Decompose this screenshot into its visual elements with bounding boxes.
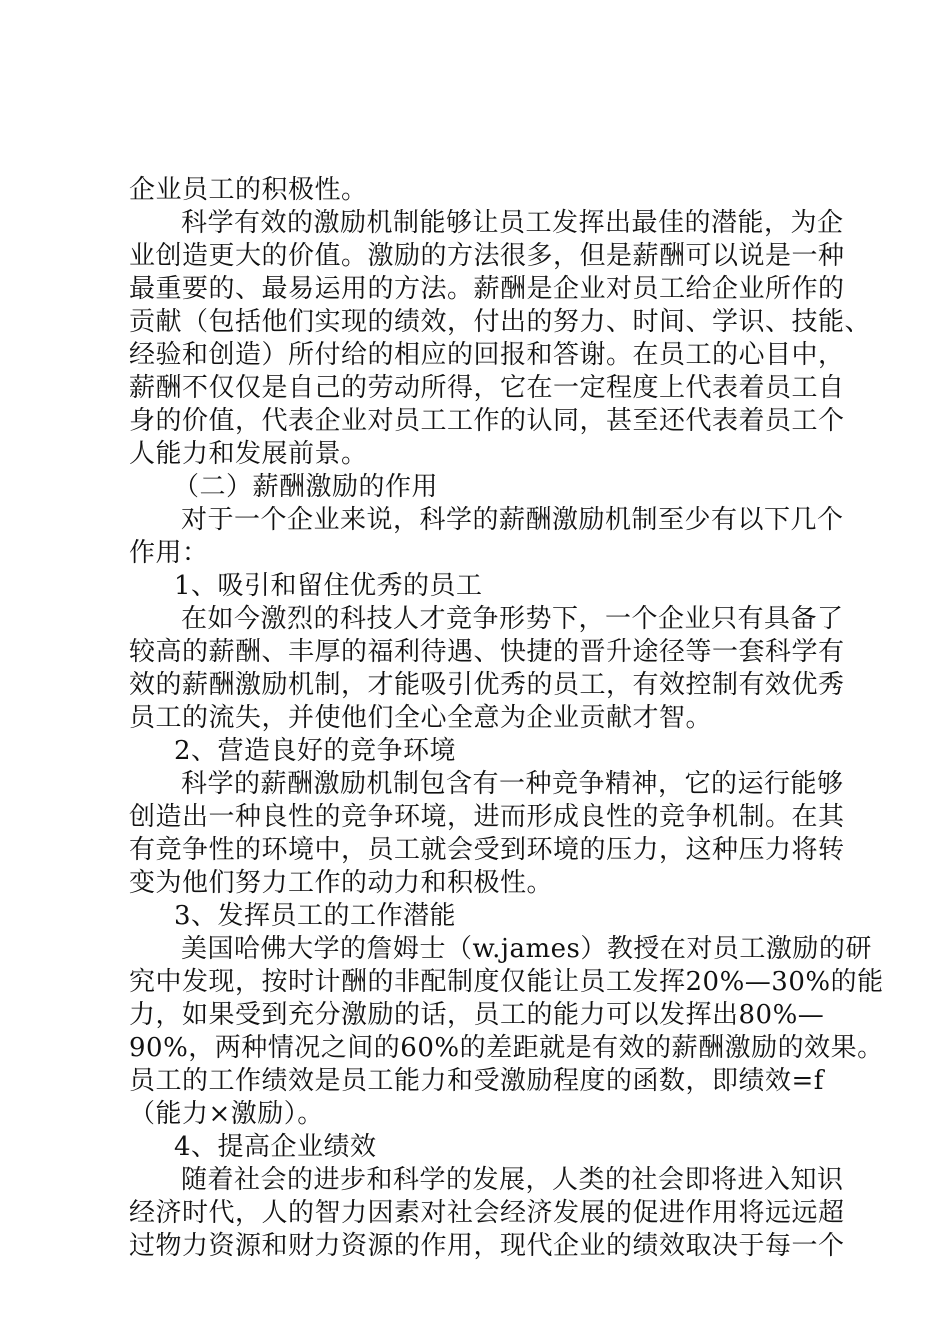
text-line: 经验和创造）所付给的相应的回报和答谢。在员工的心目中， — [129, 340, 845, 370]
text-line: 变为他们努力工作的动力和积极性。 — [129, 868, 554, 898]
text-line: 较高的薪酬、丰厚的福利待遇、快捷的晋升途径等一套科学有 — [129, 637, 845, 667]
text-line: 薪酬不仅仅是自己的劳动所得，它在一定程度上代表着员工自 — [129, 373, 845, 403]
subsection-heading: 4、提高企业绩效 — [174, 1132, 377, 1162]
text-line: 90%，两种情况之间的60%的差距就是有效的薪酬激励的效果。 — [129, 1033, 884, 1063]
text-line: 贡献（包括他们实现的绩效，付出的努力、时间、学识、技能、 — [129, 307, 872, 337]
text-line: （能力×激励）。 — [129, 1099, 324, 1129]
text-line: 创造出一种良性的竞争环境，进而形成良性的竞争机制。在其 — [129, 802, 845, 832]
text-line: 美国哈佛大学的詹姆士（w.james）教授在对员工激励的研 — [181, 934, 872, 964]
section-heading: （二）薪酬激励的作用 — [173, 472, 439, 502]
text-line: 员工的工作绩效是员工能力和受激励程度的函数，即绩效=f — [129, 1066, 824, 1096]
text-line: 业创造更大的价值。激励的方法很多，但是薪酬可以说是一种 — [129, 241, 845, 271]
text-line: 作用： — [129, 538, 209, 568]
text-line: 随着社会的进步和科学的发展，人类的社会即将进入知识 — [181, 1165, 844, 1195]
text-line: 最重要的、最易运用的方法。薪酬是企业对员工给企业所作的 — [129, 274, 845, 304]
subsection-heading: 1、吸引和留住优秀的员工 — [174, 571, 483, 601]
text-line: 究中发现，按时计酬的非配制度仅能让员工发挥20%—30%的能 — [129, 967, 884, 997]
text-line: 力，如果受到充分激励的话，员工的能力可以发挥出80%— — [129, 1000, 825, 1030]
text-line: 有竞争性的环境中，员工就会受到环境的压力，这种压力将转 — [129, 835, 845, 865]
text-line: 企业员工的积极性。 — [129, 175, 368, 205]
text-line: 经济时代，人的智力因素对社会经济发展的促进作用将远远超 — [129, 1198, 845, 1228]
subsection-heading: 2、营造良好的竞争环境 — [174, 736, 457, 766]
text-line: 身的价值，代表企业对员工工作的认同，甚至还代表着员工个 — [129, 406, 845, 436]
text-line: 员工的流失，并使他们全心全意为企业贡献才智。 — [129, 703, 713, 733]
text-line: 科学有效的激励机制能够让员工发挥出最佳的潜能，为企 — [181, 208, 844, 238]
text-line: 科学的薪酬激励机制包含有一种竞争精神，它的运行能够 — [181, 769, 844, 799]
subsection-heading: 3、发挥员工的工作潜能 — [174, 901, 457, 931]
text-line: 对于一个企业来说，科学的薪酬激励机制至少有以下几个 — [181, 505, 844, 535]
text-line: 在如今激烈的科技人才竞争形势下，一个企业只有具备了 — [181, 604, 844, 634]
text-line: 过物力资源和财力资源的作用，现代企业的绩效取决于每一个 — [129, 1231, 845, 1261]
text-line: 人能力和发展前景。 — [129, 439, 368, 469]
text-line: 效的薪酬激励机制，才能吸引优秀的员工，有效控制有效优秀 — [129, 670, 845, 700]
